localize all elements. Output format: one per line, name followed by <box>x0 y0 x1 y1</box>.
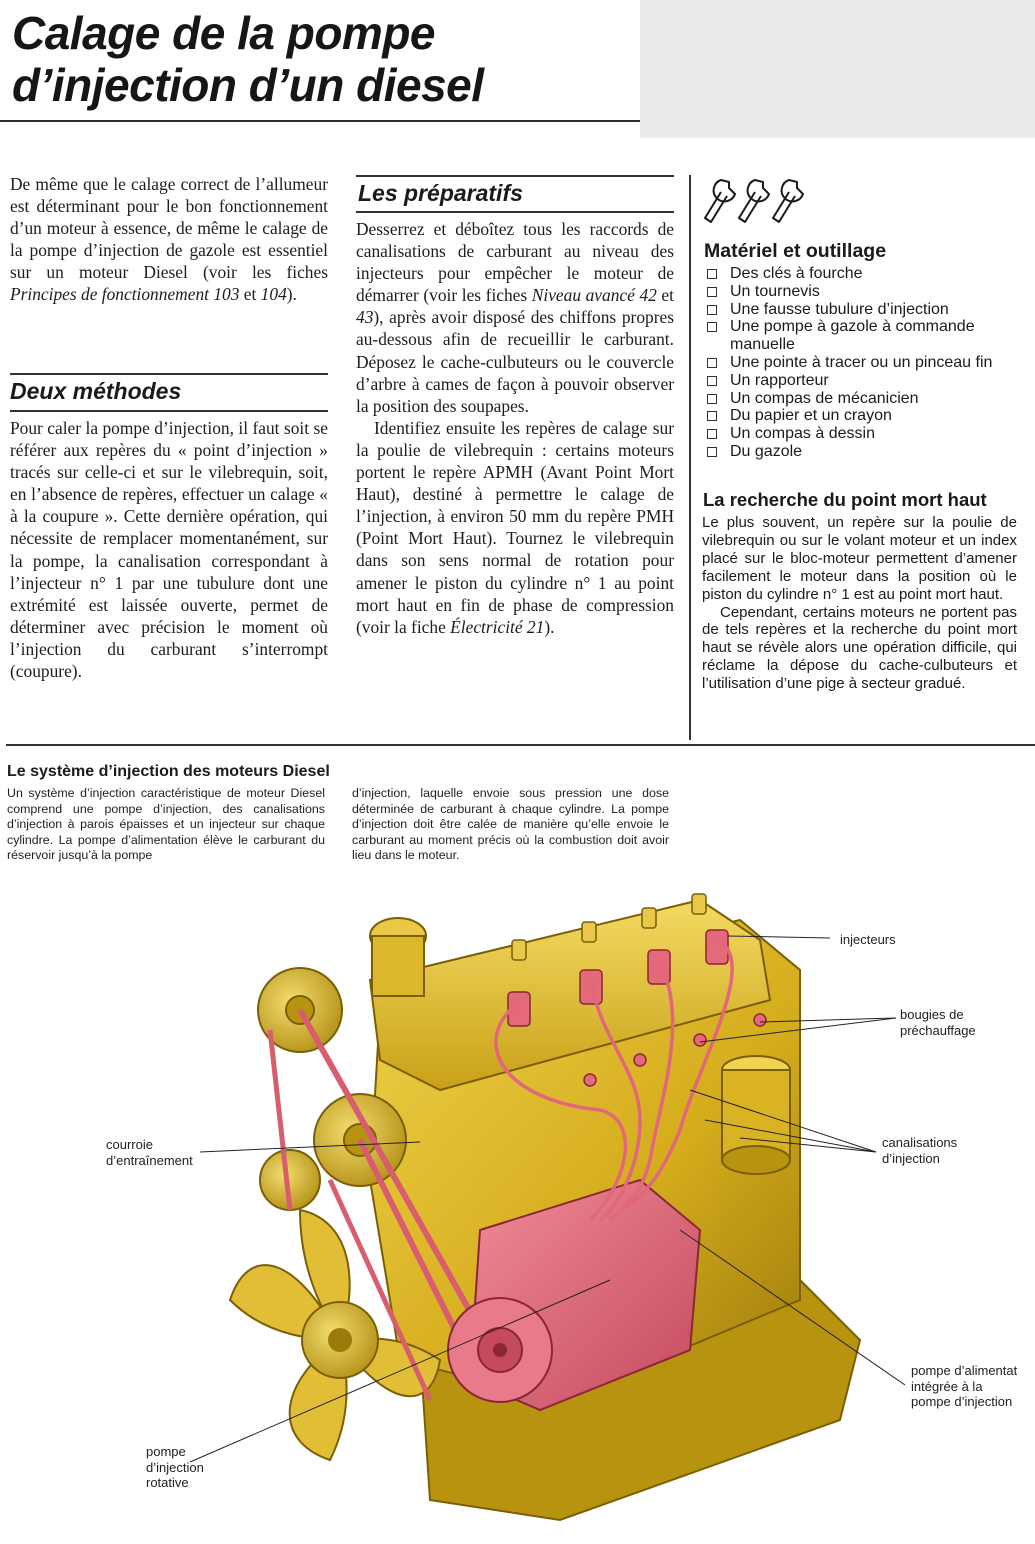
checkbox-icon <box>707 287 717 297</box>
checkbox-icon <box>707 305 717 315</box>
materiel-item-label: Un tournevis <box>730 282 820 300</box>
page-title <box>0 0 640 125</box>
checkbox-icon <box>707 269 717 279</box>
checkbox-icon <box>707 376 717 386</box>
checkbox-icon <box>707 358 717 368</box>
prep-text-2: Identifiez ensuite les repères de calage sur la poulie de vilebrequin : certains moteurs portent le repère APMH (Avant Point Mort Haut), destiné à permettre le calage de l’injection, à environ 50 mm du repère PMH (Point Mort Haut). Tournez le vilebrequin dans son sens normal de rotation pour amener le piston du cylindre n° 1 au point mort haut en fin de phase de compression (voir la fiche <box>356 417 674 637</box>
label-bougies <box>900 1007 976 1038</box>
wrench-icon <box>703 172 823 228</box>
label-courroie <box>106 1137 193 1168</box>
materiel-item <box>704 425 1024 443</box>
intro-text-2: et <box>239 284 261 305</box>
intro-text-3: ). <box>286 284 297 305</box>
section-rule <box>10 410 328 412</box>
deux-methodes-paragraph <box>10 417 328 682</box>
pmh-paragraph <box>702 514 1017 693</box>
section-rule <box>10 373 328 375</box>
heading-deux-methodes: Deux méthodes <box>10 378 182 404</box>
materiel-item-label: Des clés à fourche <box>730 265 863 282</box>
label-courroie-line1: courroie <box>106 1137 153 1152</box>
checkbox-icon <box>707 394 717 404</box>
pmh-text-1: Le plus souvent, un repère sur la poulie de vilebrequin ou sur le volant moteur et un index placé sur le bloc-moteur permettent d’amener facilement le moteur dans la position où le piston du cylindre n° 1 est au point mort haut. <box>702 514 1017 603</box>
intro-text: De même que le calage correct de l’allumeur est déterminant pour le bon fonctionnement d’un moteur à essence, de même le calage de la pompe d’injection de gazole est essentiel sur un moteur Diesel (voir les fiches <box>10 174 328 283</box>
intro-paragraph <box>10 173 328 306</box>
label-alim-line1: pompe d’alimentat <box>911 1363 1018 1378</box>
intro-ref: Principes de fonctionnement 103 <box>10 284 240 305</box>
checkbox-icon <box>707 447 717 457</box>
label-alim-line2: intégrée à la <box>911 1378 983 1394</box>
intro-ref-2: 104 <box>260 284 287 305</box>
prep-ref-2: Électricité 21 <box>450 616 545 637</box>
section-rule <box>356 175 674 177</box>
caption-rule <box>6 744 1035 746</box>
materiel-item <box>704 354 1024 372</box>
materiel-item-label: Un compas de mécanicien <box>730 389 919 407</box>
materiel-item <box>704 407 1024 425</box>
heading-systeme: Le système d’injection des moteurs Diesel <box>7 763 330 780</box>
label-canalisations-line1: canalisations <box>882 1135 958 1150</box>
materiel-item-label: Du gazole <box>730 442 803 460</box>
label-pompe-alimentation <box>911 1363 1017 1410</box>
heading-preparatifs: Les préparatifs <box>358 180 523 206</box>
label-bougies-line1: bougies de <box>900 1007 964 1022</box>
materiel-item-label: Une pointe à tracer ou un pinceau fin <box>730 353 993 371</box>
materiel-item <box>704 265 1024 283</box>
materiel-item-label: Une pompe à gazole à commande manuelle <box>730 318 975 354</box>
materiel-item <box>704 283 1024 301</box>
section-rule <box>356 211 674 213</box>
materiel-item <box>704 390 1024 408</box>
pmh-text-2: Cependant, certains moteurs ne portent pas de tels repères et la recherche du point mort haut se révèle alors une opération difficile, qui réclame la dépose du cache-culbuteurs et l’utilisation d’une pige à secteur gradué. <box>702 603 1017 693</box>
label-rotative-line2: d’injection <box>146 1459 204 1475</box>
materiel-item-label: Un compas à dessin <box>730 425 875 443</box>
materiel-list <box>704 265 1024 461</box>
label-pompe-rotative <box>146 1444 204 1491</box>
engine-illustration <box>0 880 1035 1539</box>
label-rotative-line1: pompe <box>146 1444 186 1459</box>
label-alim-line3: pompe d’injection <box>911 1394 1013 1409</box>
prep-text-1c: ), après avoir disposé des chiffons propres au-dessous afin de recueillir le carburant. Déposez le cache-culbuteurs ou le couvercle d’arbre à cames de façon à pouvoir observer la position des soupapes. <box>356 307 674 416</box>
materiel-item <box>704 301 1024 319</box>
prep-ref-1: Niveau avancé 42 <box>531 285 657 306</box>
prep-ref-1b: 43 <box>356 307 374 328</box>
checkbox-icon <box>707 322 717 332</box>
preparatifs-paragraph <box>356 218 674 638</box>
heading-pmh: La recherche du point mort haut <box>703 489 987 510</box>
prep-text-1b: et <box>656 285 674 306</box>
label-rotative-line3: rotative <box>146 1475 189 1490</box>
title-line-2: d’injection d’un diesel <box>12 59 484 111</box>
materiel-item <box>704 443 1024 461</box>
checkbox-icon <box>707 429 717 439</box>
deux-methodes-text: Pour caler la pompe d’injection, il faut soit se référer aux repères du « point d’injection » tracés sur celle-ci et sur le vilebrequin, soit, en l’absence de repères, effectuer un calage « à la coupure ». Cette dernière opération, qui nécessite de remplacer momentanément, sur la pompe, la canalisation correspondant à l’injecteur n° 1 par une tubulure dont une extrémité est laissée ouverte, permet de déterminer avec précision le moment où l’injection du carburant s’interrompt (coupure). <box>10 418 328 682</box>
systeme-text-col2: d’injection, laquelle envoie sous pression une dose déterminée de carburant à chaque cylindre. La pompe d’injection doit être calée de manière qu’elle envoie le carburant au moment précis où la combustion doit avoir lieu dans le moteur. <box>352 786 669 863</box>
checkbox-icon <box>707 411 717 421</box>
label-canalisations <box>882 1135 957 1166</box>
materiel-item-label: Un rapporteur <box>730 371 829 389</box>
label-injecteurs: injecteurs <box>840 932 896 947</box>
materiel-item <box>704 372 1024 390</box>
column-divider <box>689 175 691 740</box>
title-line-1: Calage de la pompe <box>12 7 436 59</box>
header-gray-panel <box>640 0 1035 138</box>
prep-text-1: Desserrez et déboîtez tous les raccords de canalisations de carburant au niveau des injecteurs pour empêcher le moteur de démarrer (voir les fiches <box>356 219 674 306</box>
prep-text-2b: ). <box>544 616 555 637</box>
systeme-text-col1: Un système d’injection caractéristique de moteur Diesel comprend une pompe d’injection, des canalisations d’injection à parois épaisses et un injecteur sur chaque cylindre. La pompe d’alimentation élève le carburant du réservoir jusqu’à la pompe <box>7 786 325 863</box>
materiel-item <box>704 318 1024 354</box>
heading-materiel: Matériel et outillage <box>704 240 887 262</box>
materiel-item-label: Une fausse tubulure d’injection <box>730 300 949 318</box>
title-rule <box>0 120 640 122</box>
label-courroie-line2: d’entraînement <box>106 1152 193 1168</box>
materiel-item-label: Du papier et un crayon <box>730 407 892 425</box>
label-canalisations-line2: d’injection <box>882 1150 940 1166</box>
label-bougies-line2: préchauffage <box>900 1022 976 1038</box>
